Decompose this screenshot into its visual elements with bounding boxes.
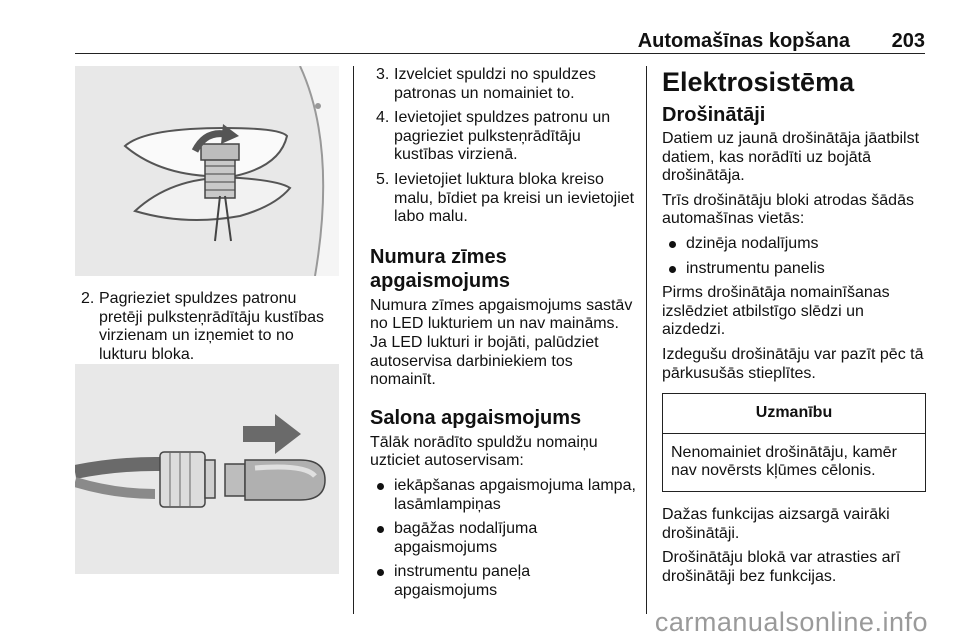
caution-text: Nenomainiet drošinātāju, kamēr nav novērsts kļūmes cēlonis. [671, 443, 897, 480]
caution-box [662, 393, 926, 492]
right-column-text [662, 66, 926, 592]
step-2-text: Pagrieziet spuldzes patronu pretēji pulksteņrādītāju kustības virzienam un izņemiet to no lukturu bloka. [99, 290, 325, 363]
bullet-icon [377, 526, 384, 533]
list-item: instrumentu panelis [662, 260, 926, 279]
step-5 [370, 171, 636, 227]
fuses-paragraph-5: Dažas funkcijas aizsargā vairāki drošinātāji. [662, 505, 890, 542]
step-4-number: 4. [376, 109, 390, 127]
step-3-text: Izvelciet spuldzi no spuldzes patronas un nomainiet to. [394, 66, 596, 102]
step-5-number: 5. [376, 170, 390, 188]
bullet-icon [669, 266, 676, 273]
page-header-title: Automašīnas kopšana [637, 30, 850, 52]
column-divider-right [646, 66, 647, 614]
step-2-number: 2. [81, 290, 95, 307]
interior-lights-list [370, 477, 636, 601]
column-divider-left [353, 66, 354, 614]
middle-column-text [370, 66, 636, 606]
step-3-number: 3. [376, 66, 390, 83]
list-item: dzinēja nodalījums [662, 235, 926, 254]
step-5-text: Ievietojiet luktura bloka kreiso malu, bīdiet pa kreisi un ievietojiet labo malu. [394, 170, 635, 226]
page-number: 203 [891, 30, 925, 52]
watermark: carmanualsonline.info [654, 607, 928, 637]
interior-lighting-heading: Salona apgaismojums [370, 406, 582, 429]
section-title: Elektrosistēma [662, 67, 855, 97]
fuses-paragraph-6: Drošinātāju blokā var atrasties arī drošinātāji bez funkcijas. [662, 549, 901, 585]
bullet-icon [377, 483, 384, 490]
interior-lighting-text: Tālāk norādīto spuldžu nomaiņu uzticiet autoservisam: [370, 433, 598, 470]
bullet-icon [377, 569, 384, 576]
illustration-bulb-removal [75, 364, 339, 574]
plate-lighting-text: Numura zīmes apgaismojums sastāv no LED lukturiem un nav maināms. Ja LED lukturi ir bojāti, palūdziet autoservisa darbiniekiem tos nomainīt. [370, 296, 633, 389]
fuse-locations-list [662, 235, 926, 278]
fuses-heading: Drošinātāji [662, 104, 766, 126]
illustration-side-indicator [75, 66, 339, 276]
step-4 [370, 109, 636, 165]
bullet-icon [669, 241, 676, 248]
step-2 [75, 290, 339, 364]
fuses-paragraph-2: Trīs drošinātāju bloki atrodas šādās automašīnas vietās: [662, 191, 914, 228]
fuses-paragraph-4: Izdegušu drošinātāju var pazīt pēc tā pārkusušās stieplītes. [662, 345, 924, 382]
list-item: instrumentu paneļa apgaismojums [370, 563, 636, 600]
left-column-text [75, 290, 339, 370]
header-rule [75, 53, 925, 54]
list-item: iekāpšanas apgaismojuma lampa, lasāmlampiņas [370, 477, 636, 514]
steps-list-middle [370, 66, 636, 227]
caution-title: Uzmanību [663, 394, 925, 434]
fuses-paragraph-3: Pirms drošinātāja nomainīšanas izslēdziet atbilstīgo slēdzi un aizdedzi. [662, 284, 890, 339]
list-item: bagāžas nodalījuma apgaismojums [370, 520, 636, 557]
step-4-text: Ievietojiet spuldzes patronu un pagrieziet pulksteņrādītāju kustības virzienā. [394, 109, 611, 164]
plate-lighting-heading: Numura zīmes apgaismojums [370, 245, 511, 292]
bulb-removal-drawing [75, 364, 339, 574]
steps-list-left [75, 290, 339, 364]
fuses-paragraph-1: Datiem uz jaunā drošinātāja jāatbilst datiem, kas norādīti uz bojātā drošinātāja. [662, 130, 920, 185]
step-3 [370, 66, 636, 103]
side-indicator-drawing [75, 66, 339, 276]
